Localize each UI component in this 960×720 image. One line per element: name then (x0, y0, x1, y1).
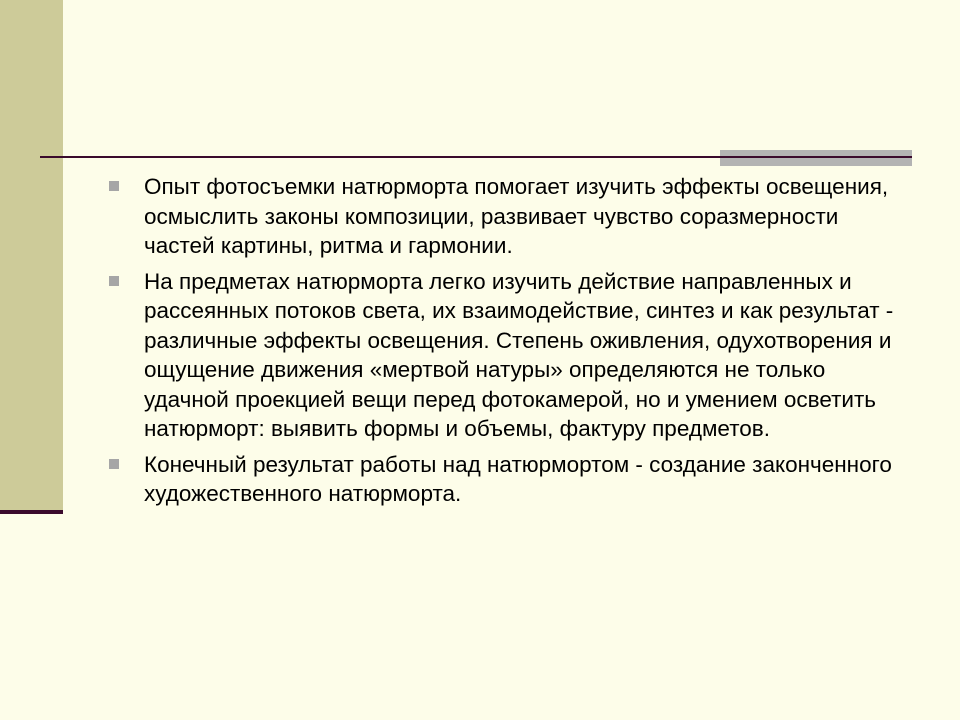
square-bullet-icon (109, 459, 119, 469)
bullet-text: На предметах натюрморта легко изучить действие направленных и рассеянных потоков света, их взаимодействие, синтез и как результат - различные эффекты освещения. Степень оживления, одухотворения и ощущение движения «мертвой натуры» определяются не только удачной проекцией вещи перед фотокамерой, но и умением осветить натюрморт: выявить формы и объемы, фактуру предметов. (144, 268, 894, 441)
square-bullet-icon (109, 276, 119, 286)
slide-body (106, 172, 906, 515)
title-divider-accent-bar (720, 150, 912, 166)
bullet-text: Конечный результат работы над натюрмортом - создание законченного художественного натюрморта. (144, 451, 892, 506)
square-bullet-icon (109, 181, 119, 191)
bullet-item (106, 267, 906, 444)
side-band-rule (0, 510, 63, 514)
bullet-list (106, 172, 906, 509)
title-divider-line-overlay (720, 156, 912, 158)
side-decorative-band (0, 0, 63, 512)
bullet-item (106, 450, 906, 509)
bullet-item (106, 172, 906, 261)
bullet-text: Опыт фотосъемки натюрморта помогает изучить эффекты освещения, осмыслить законы композиции, развивает чувство соразмерности частей картины, ритма и гармонии. (144, 174, 889, 258)
